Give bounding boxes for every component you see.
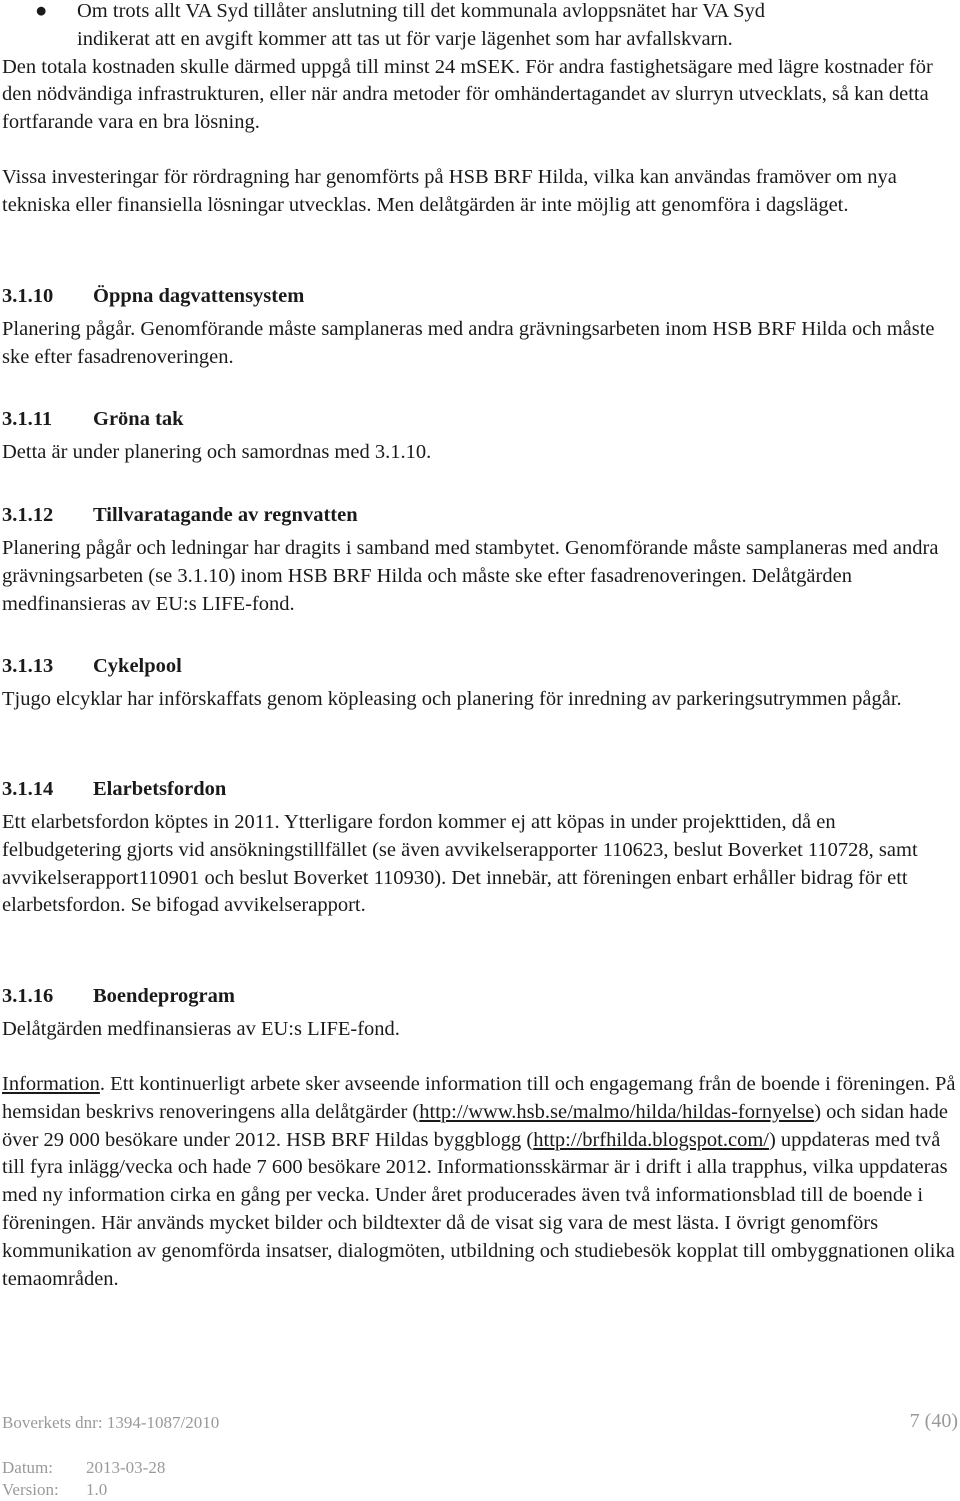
- bullet-dot: ●: [35, 0, 48, 22]
- section-body-3-1-12: Planering pågår och ledningar har dragits i samband med stambytet. Genomförande måste samplaneras med andra grävningsarbeten (se 3.1.10) inom HSB BRF Hilda och måste ske efter fasadrenoveringen. Delåtgärden medfinansieras av EU:s LIFE-fond.: [2, 537, 939, 615]
- section-heading-3-1-16: 3.1.16 Boendeprogram: [2, 985, 235, 1007]
- information-paragraph: Information. Ett kontinuerligt arbete sker avseende information till och engagemang från de boende i föreningen. På hemsidan beskrivs renoveringens alla delåtgärder (http://www.hsb.se/malmo/hilda/hildas-fornyelse) och sidan hade över 29 000 besökare under 2012. HSB BRF Hildas byggblogg (http://brfhilda.blogspot.com/) uppdateras med två till fyra inlägg/vecka och hade 7 600 besökare 2012. Informationsskärmar är i drift i alla trapphus, vilka uppdateras med ny information cirka en gång per vecka. Under året producerades även två informationsblad till de boende i föreningen. Här används mycket bilder och bildtexter då de visat sig vara de mest lästa. I övrigt genomförs kommunikation av genomförda insatser, dialogmöten, utbildning och studiebesök kopplat till ombyggnationen olika temaområden.: [2, 1073, 956, 1290]
- section-body-3-1-14: Ett elarbetsfordon köptes in 2011. Ytterligare fordon kommer ej att köpas in under projekttiden, då en felbudgetering gjorts vid ansökningstillfället (se även avvikelserapporter 110623, beslut Boverket 110728, samt avvikelserapport110901 och beslut Boverket 110930). Det innebär, att föreningen enbart erhåller bidrag för ett elarbetsfordon. Se bifogad avvikelserapport.: [2, 811, 918, 917]
- footer-version: Version: 1.0: [2, 1480, 108, 1499]
- section-body-3-1-13: Tjugo elcyklar har införskaffats genom köpleasing och planering för inredning av parkeringsutrymmen pågår.: [2, 688, 902, 710]
- blog-link[interactable]: http://brfhilda.blogspot.com/: [533, 1128, 769, 1151]
- section-body-3-1-10: Planering pågår. Genomförande måste samplaneras med andra grävningsarbeten inom HSB BRF Hilda och måste ske efter fasadrenoveringen.: [2, 318, 935, 368]
- section-body-3-1-16: Delåtgärden medfinansieras av EU:s LIFE-fond.: [2, 1018, 400, 1040]
- section-heading-3-1-12: 3.1.12 Tillvaratagande av regnvatten: [2, 504, 358, 526]
- footer-dnr: Boverkets dnr: 1394-1087/2010: [2, 1413, 220, 1432]
- bullet-paragraph: [2, 0, 957, 137]
- bullet-line-1: Om trots allt VA Syd tillåter anslutning till det kommunala avloppsnätet har VA Syd: [77, 0, 766, 22]
- section-body-3-1-11: Detta är under planering och samordnas med 3.1.10.: [2, 441, 432, 463]
- section-heading-3-1-14: 3.1.14 Elarbetsfordon: [2, 778, 227, 800]
- section-heading-3-1-13: 3.1.13 Cykelpool: [2, 655, 182, 677]
- hsb-website-link[interactable]: http://www.hsb.se/malmo/hilda/hildas-fornyelse: [419, 1100, 815, 1123]
- page-number: 7 (40): [909, 1410, 958, 1432]
- section-heading-3-1-10: 3.1.10 Öppna dagvattensystem: [2, 285, 305, 307]
- footer-date: Datum: 2013-03-28: [2, 1458, 166, 1477]
- information-label: Information: [2, 1073, 100, 1095]
- investments-paragraph: Vissa investeringar för rördragning har genomförts på HSB BRF Hilda, vilka kan användas framöver om nya tekniska eller finansiella lösningar utvecklas. Men delåtgärden är inte möjlig att genomföra i dagsläget.: [2, 166, 897, 216]
- bullet-continuation: Den totala kostnaden skulle därmed uppgå till minst 24 mSEK. För andra fastighetsägare med lägre kostnader för den nödvändiga infrastrukturen, eller när andra metoder för omhändertagandet av slurryn utvecklats, så kan detta fortfarande vara en bra lösning.: [2, 55, 933, 134]
- bullet-line-2: indikerat att en avgift kommer att tas ut för varje lägenhet som har avfallskvarn.: [77, 27, 733, 50]
- section-heading-3-1-11: 3.1.11 Gröna tak: [2, 408, 184, 430]
